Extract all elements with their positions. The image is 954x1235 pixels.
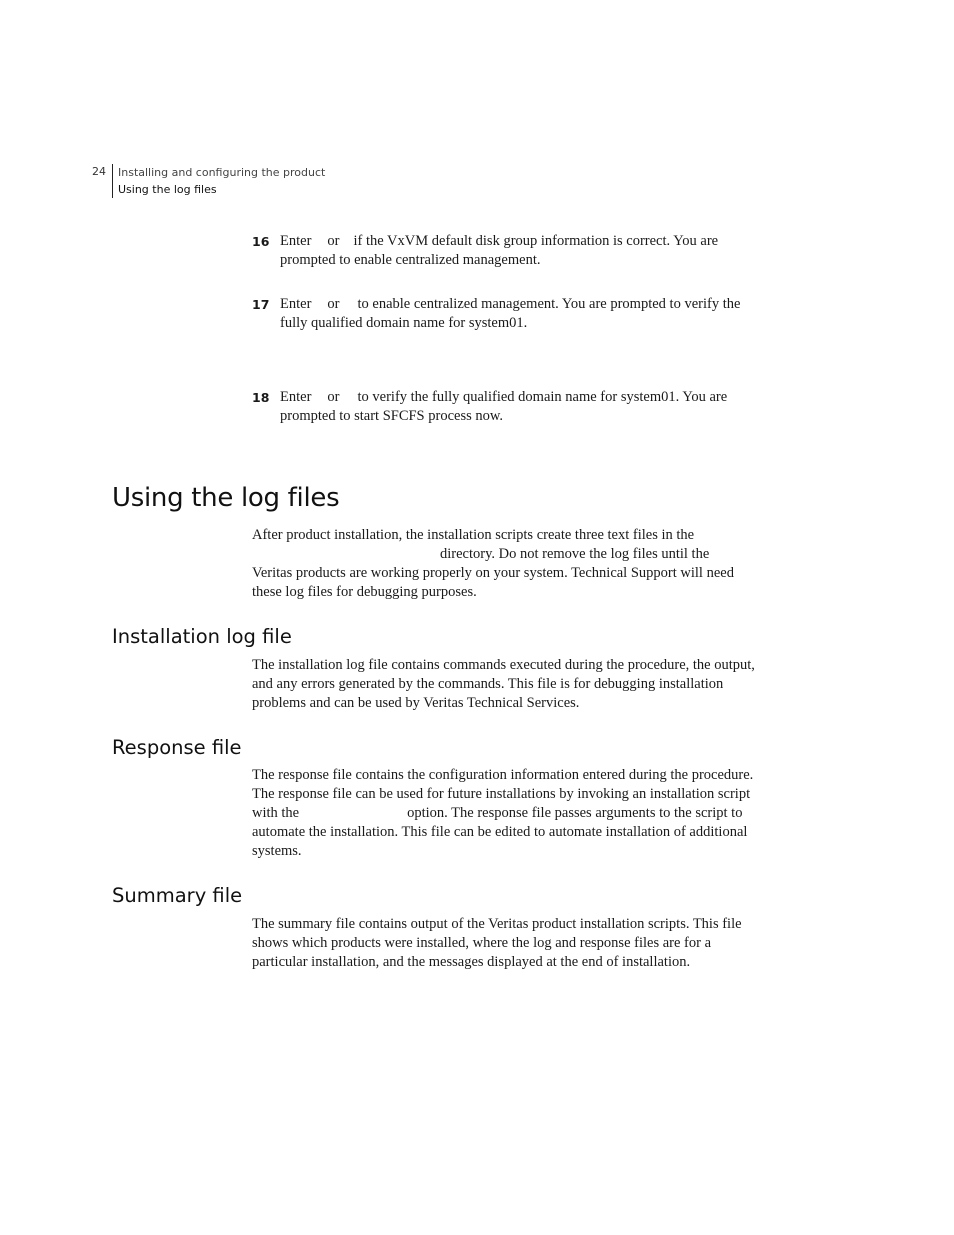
intro-rest: Veritas products are working properly on your system. Technical Support will need these log files for debugging purposes. — [252, 565, 734, 600]
response-file-before: The response file contains the configuration information entered during the procedure. The response file can be used for future installations by invoking an installation script with the — [252, 767, 754, 821]
step-rest: to enable centralized management. You are prompted to verify the fully qualified domain name for system01. — [280, 296, 741, 331]
intro-paragraph — [252, 526, 762, 602]
step-text — [280, 232, 762, 270]
step-or: or — [327, 233, 340, 249]
step-enter: Enter — [280, 233, 312, 249]
response-file-after: option. The response file passes arguments to the script to automate the installation. This file can be edited to automate installation of additional systems. — [252, 805, 748, 859]
intro-line-1: After product installation, the installation scripts create three text files in the — [252, 527, 695, 543]
step-number: 16 — [252, 234, 270, 249]
step-17 — [252, 295, 762, 333]
response-file-heading: Response file — [112, 736, 242, 759]
step-or: or — [327, 296, 340, 312]
step-16 — [252, 232, 762, 270]
installation-log-body: The installation log file contains commands executed during the procedure, the output, and any errors generated by the commands. This file is for debugging installation problems and can be used by Veritas Technical Services. — [252, 657, 755, 711]
step-rest: to verify the fully qualified domain name for system01. You are prompted to start SFCFS process now. — [280, 389, 728, 424]
page-number: 24 — [92, 165, 106, 178]
summary-file-body: The summary file contains output of the Veritas product installation scripts. This file shows which products were installed, where the log and response files are for a particular installation, and the messages displayed at the end of installation. — [252, 916, 742, 970]
response-file-body — [252, 766, 762, 861]
step-text — [280, 388, 762, 426]
running-header-chapter: Installing and configuring the product — [118, 166, 326, 179]
section-title: Using the log files — [112, 483, 340, 513]
step-number: 17 — [252, 297, 270, 312]
running-header-section: Using the log files — [118, 183, 217, 196]
step-enter: Enter — [280, 389, 312, 405]
installation-log-heading: Installation log file — [112, 625, 292, 648]
step-18 — [252, 388, 762, 426]
step-or: or — [327, 389, 340, 405]
step-enter: Enter — [280, 296, 312, 312]
step-rest: if the VxVM default disk group information is correct. You are prompted to enable centralized management. — [280, 233, 719, 268]
step-text — [280, 295, 762, 333]
intro-line-2: directory. Do not remove the log files until the — [440, 546, 710, 562]
step-number: 18 — [252, 390, 270, 405]
running-header — [112, 164, 325, 198]
summary-file-heading: Summary file — [112, 884, 243, 907]
